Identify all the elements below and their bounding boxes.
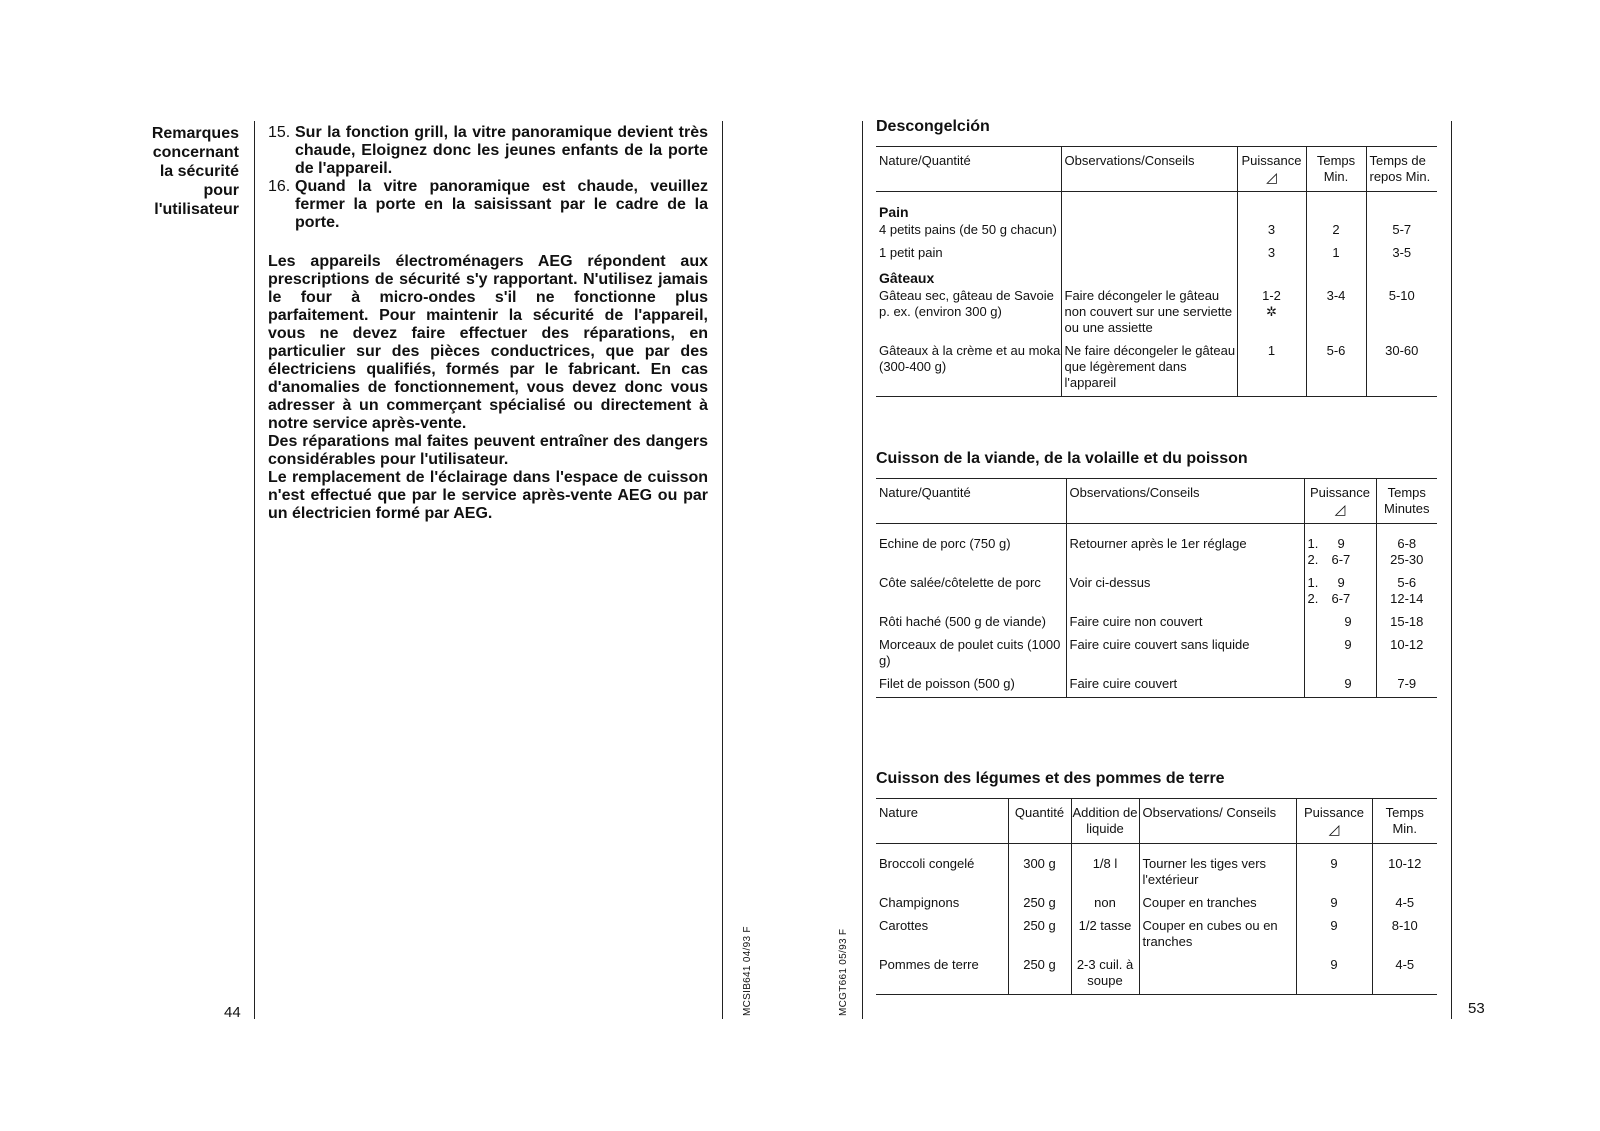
left-margin-rule xyxy=(254,121,255,1019)
page-number-right: 53 xyxy=(1468,1000,1485,1017)
cell-obs xyxy=(1061,220,1237,243)
cell-power: 9 xyxy=(1296,916,1372,955)
column-header: Observations/ Conseils xyxy=(1139,799,1296,844)
cell-rest: 3-5 xyxy=(1366,243,1437,266)
cell-nature: Pommes de terre xyxy=(876,955,1008,995)
cell-obs: Faire cuire couvert sans liquide xyxy=(1066,635,1304,674)
cell-nature: Echine de porc (750 g) xyxy=(879,536,1011,551)
cell-liquid: non xyxy=(1071,893,1139,916)
time-value: 25-30 xyxy=(1390,552,1424,567)
column-header-power xyxy=(1304,479,1376,524)
page-number-left: 44 xyxy=(224,1004,241,1021)
left-page-edge-rule xyxy=(722,121,723,1019)
cell-nature: 4 petits pains (de 50 g chacun) xyxy=(879,222,1057,237)
column-header: Observations/Conseils xyxy=(1066,479,1304,524)
column-header: Addition de liquide xyxy=(1071,799,1139,844)
table-row xyxy=(876,341,1437,397)
list-item xyxy=(268,178,708,232)
paragraph: Des réparations mal faites peuvent entraîner des dangers considérables pour l'utilisateur. xyxy=(268,433,708,468)
cell-power: 1 xyxy=(1237,341,1306,397)
step-label: 1. xyxy=(1307,536,1319,551)
table-row xyxy=(876,674,1437,698)
cell-power xyxy=(1237,286,1306,341)
cell-nature: Gâteau sec, gâteau de Savoie p. ex. (environ 300 g) xyxy=(879,288,1054,319)
cell-nature: Champignons xyxy=(879,895,960,910)
column-header-power xyxy=(1296,799,1372,844)
cell-time: 8-10 xyxy=(1372,916,1437,955)
table-row xyxy=(876,635,1437,674)
column-header: Quantité xyxy=(1008,799,1071,844)
cell-power xyxy=(1304,524,1376,574)
cell-rest: 30-60 xyxy=(1366,341,1437,397)
power-value: 6-7 xyxy=(1331,552,1351,567)
cell-nature: Morceaux de poulet cuits (1000 g) xyxy=(879,637,1061,668)
power-header-label: Puissance xyxy=(1241,153,1302,168)
cell-nature: 1 petit pain xyxy=(879,245,943,260)
power-value: 9 xyxy=(1337,575,1345,590)
cell-rest: 5-10 xyxy=(1366,286,1437,341)
cell-obs xyxy=(1061,243,1237,266)
right-page-edge-rule xyxy=(1451,121,1452,1019)
cell-power: 9 xyxy=(1304,674,1376,698)
cell-obs: Couper en tranches xyxy=(1139,893,1296,916)
cell-time: 3-4 xyxy=(1306,286,1366,341)
cell-qty: 250 g xyxy=(1008,893,1071,916)
column-header: Nature/Quantité xyxy=(876,147,1061,192)
power-level-icon: ◿ xyxy=(1266,169,1277,185)
document-code-right: MCGT661 05/93 F xyxy=(838,928,849,1016)
cell-power: 9 xyxy=(1304,612,1376,635)
column-header: Nature xyxy=(876,799,1008,844)
cell-obs: Couper en cubes ou en tranches xyxy=(1139,916,1296,955)
cell-power: 3 xyxy=(1237,220,1306,243)
table-row xyxy=(876,916,1437,955)
cell-liquid: 1/2 tasse xyxy=(1071,916,1139,955)
power-header-label: Puissance xyxy=(1310,485,1370,500)
table-row xyxy=(876,612,1437,635)
document-code-left: MCSIB641 04/93 F xyxy=(742,926,753,1016)
power-value: 1-2 xyxy=(1262,288,1281,303)
power-value: 9 xyxy=(1337,536,1345,551)
column-header: Temps Min. xyxy=(1306,147,1366,192)
table-group-row xyxy=(876,266,1437,286)
right-margin-rule xyxy=(862,121,863,1019)
rule-number: 15. xyxy=(268,124,291,141)
cell-power: 9 xyxy=(1296,955,1372,995)
defrost-icon: ✲ xyxy=(1266,304,1277,319)
group-label: Gâteaux xyxy=(879,270,935,286)
safety-rules-list xyxy=(268,124,708,232)
rule-text: Quand la vitre panoramique est chaude, veuillez fermer la porte en la saisissant par le cadre de la porte. xyxy=(295,178,708,231)
section-title-vegetables: Cuisson des légumes et des pommes de terre xyxy=(876,770,1225,787)
table-row xyxy=(876,243,1437,266)
cell-obs: Faire cuire non couvert xyxy=(1066,612,1304,635)
defrost-table xyxy=(876,146,1437,397)
cell-time: 5-6 xyxy=(1306,341,1366,397)
cell-power: 9 xyxy=(1296,893,1372,916)
cell-obs: Tourner les tiges vers l'extérieur xyxy=(1139,844,1296,894)
rule-number: 16. xyxy=(268,178,291,195)
cell-time: 1 xyxy=(1306,243,1366,266)
cell-time: 10-12 xyxy=(1376,635,1437,674)
group-label: Pain xyxy=(879,204,909,220)
cell-obs: Ne faire décongeler le gâteau que légèrement dans l'appareil xyxy=(1061,341,1237,397)
step-label: 1. xyxy=(1307,575,1319,590)
column-header: Observations/Conseils xyxy=(1061,147,1237,192)
table-row xyxy=(876,844,1437,894)
cell-liquid: 2-3 cuil. à soupe xyxy=(1071,955,1139,995)
column-header: Temps Min. xyxy=(1372,799,1437,844)
section-title-defrost: Descongelción xyxy=(876,118,990,135)
table-row xyxy=(876,286,1437,341)
cell-obs: Faire décongeler le gâteau non couvert sur une serviette ou une assiette xyxy=(1061,286,1237,341)
cell-power xyxy=(1304,573,1376,612)
cell-power: 9 xyxy=(1304,635,1376,674)
cell-rest: 5-7 xyxy=(1366,220,1437,243)
power-value: 6-7 xyxy=(1331,591,1351,606)
vegetables-table xyxy=(876,798,1437,995)
cell-time xyxy=(1376,524,1437,574)
cell-obs: Retourner après le 1er réglage xyxy=(1066,524,1304,574)
cell-qty: 250 g xyxy=(1008,916,1071,955)
table-row xyxy=(876,524,1437,574)
table-group-row xyxy=(876,192,1437,221)
paragraph: Les appareils électroménagers AEG répondent aux prescriptions de sécurité s'y rapportant. N'utilisez jamais le four à micro-ondes s'il ne fonctionne plus parfaitement. Pour maintenir la sécurité de l'appareil, vous ne devez faire effectuer des réparations, en particulier sur des pièces conductrices, que par des électriciens qualifiés, formés par le fabricant. En cas d'anomalies de fonctionnement, vous devez donc vous adresser à un commerçant spécialisé ou directement à notre service après-vente. xyxy=(268,253,708,432)
rule-text: Sur la fonction grill, la vitre panoramique devient très chaude, Eloignez donc les jeunes enfants de la porte de l'appareil. xyxy=(295,124,708,177)
cell-qty: 250 g xyxy=(1008,955,1071,995)
cell-obs: Voir ci-dessus xyxy=(1066,573,1304,612)
safety-paragraph xyxy=(268,253,708,523)
cell-time: 4-5 xyxy=(1372,893,1437,916)
time-value: 6-8 xyxy=(1397,536,1417,551)
list-item xyxy=(268,124,708,178)
paragraph: Le remplacement de l'éclairage dans l'espace de cuisson n'est effectué que par le service après-vente AEG ou par un électricien formé par AEG. xyxy=(268,469,708,522)
cell-qty: 300 g xyxy=(1008,844,1071,894)
power-header-label: Puissance xyxy=(1304,805,1364,820)
column-header-power xyxy=(1237,147,1306,192)
time-value: 5-6 xyxy=(1397,575,1417,590)
sidebar-title-line: l'utilisateur xyxy=(154,201,239,218)
cell-nature: Gâteaux à la crème et au moka (300-400 g) xyxy=(876,341,1061,397)
table-row xyxy=(876,220,1437,243)
cell-time: 2 xyxy=(1306,220,1366,243)
time-value: 12-14 xyxy=(1390,591,1424,606)
cell-obs xyxy=(1139,955,1296,995)
cell-power: 9 xyxy=(1296,844,1372,894)
sidebar-title-line: concernant xyxy=(152,144,239,161)
cell-liquid: 1/8 l xyxy=(1071,844,1139,894)
meat-table xyxy=(876,478,1437,698)
power-level-icon: ◿ xyxy=(1334,501,1346,517)
step-label: 2. xyxy=(1307,552,1319,567)
cell-nature: Filet de poisson (500 g) xyxy=(876,674,1066,698)
table-row xyxy=(876,955,1437,995)
sidebar-title-line: Remarques xyxy=(151,125,239,142)
cell-time xyxy=(1376,573,1437,612)
cell-nature: Broccoli congelé xyxy=(879,856,975,871)
column-header: Nature/Quantité xyxy=(876,479,1066,524)
cell-nature: Côte salée/côtelette de porc xyxy=(879,575,1041,590)
sidebar-title xyxy=(100,124,239,219)
cell-nature: Rôti haché (500 g de viande) xyxy=(879,614,1046,629)
sidebar-title-line: pour xyxy=(203,182,239,199)
cell-nature: Carottes xyxy=(879,918,929,933)
table-row xyxy=(876,573,1437,612)
cell-obs: Faire cuire couvert xyxy=(1066,674,1304,698)
cell-time: 15-18 xyxy=(1376,612,1437,635)
column-header: Temps Minutes xyxy=(1376,479,1437,524)
column-header: Temps de repos Min. xyxy=(1366,147,1437,192)
step-label: 2. xyxy=(1307,591,1319,606)
sidebar-title-line: la sécurité xyxy=(159,163,239,180)
section-title-meat: Cuisson de la viande, de la volaille et du poisson xyxy=(876,450,1248,467)
cell-power: 3 xyxy=(1237,243,1306,266)
cell-time: 4-5 xyxy=(1372,955,1437,995)
cell-time: 10-12 xyxy=(1372,844,1437,894)
power-level-icon: ◿ xyxy=(1328,821,1340,837)
table-row xyxy=(876,893,1437,916)
cell-time: 7-9 xyxy=(1376,674,1437,698)
